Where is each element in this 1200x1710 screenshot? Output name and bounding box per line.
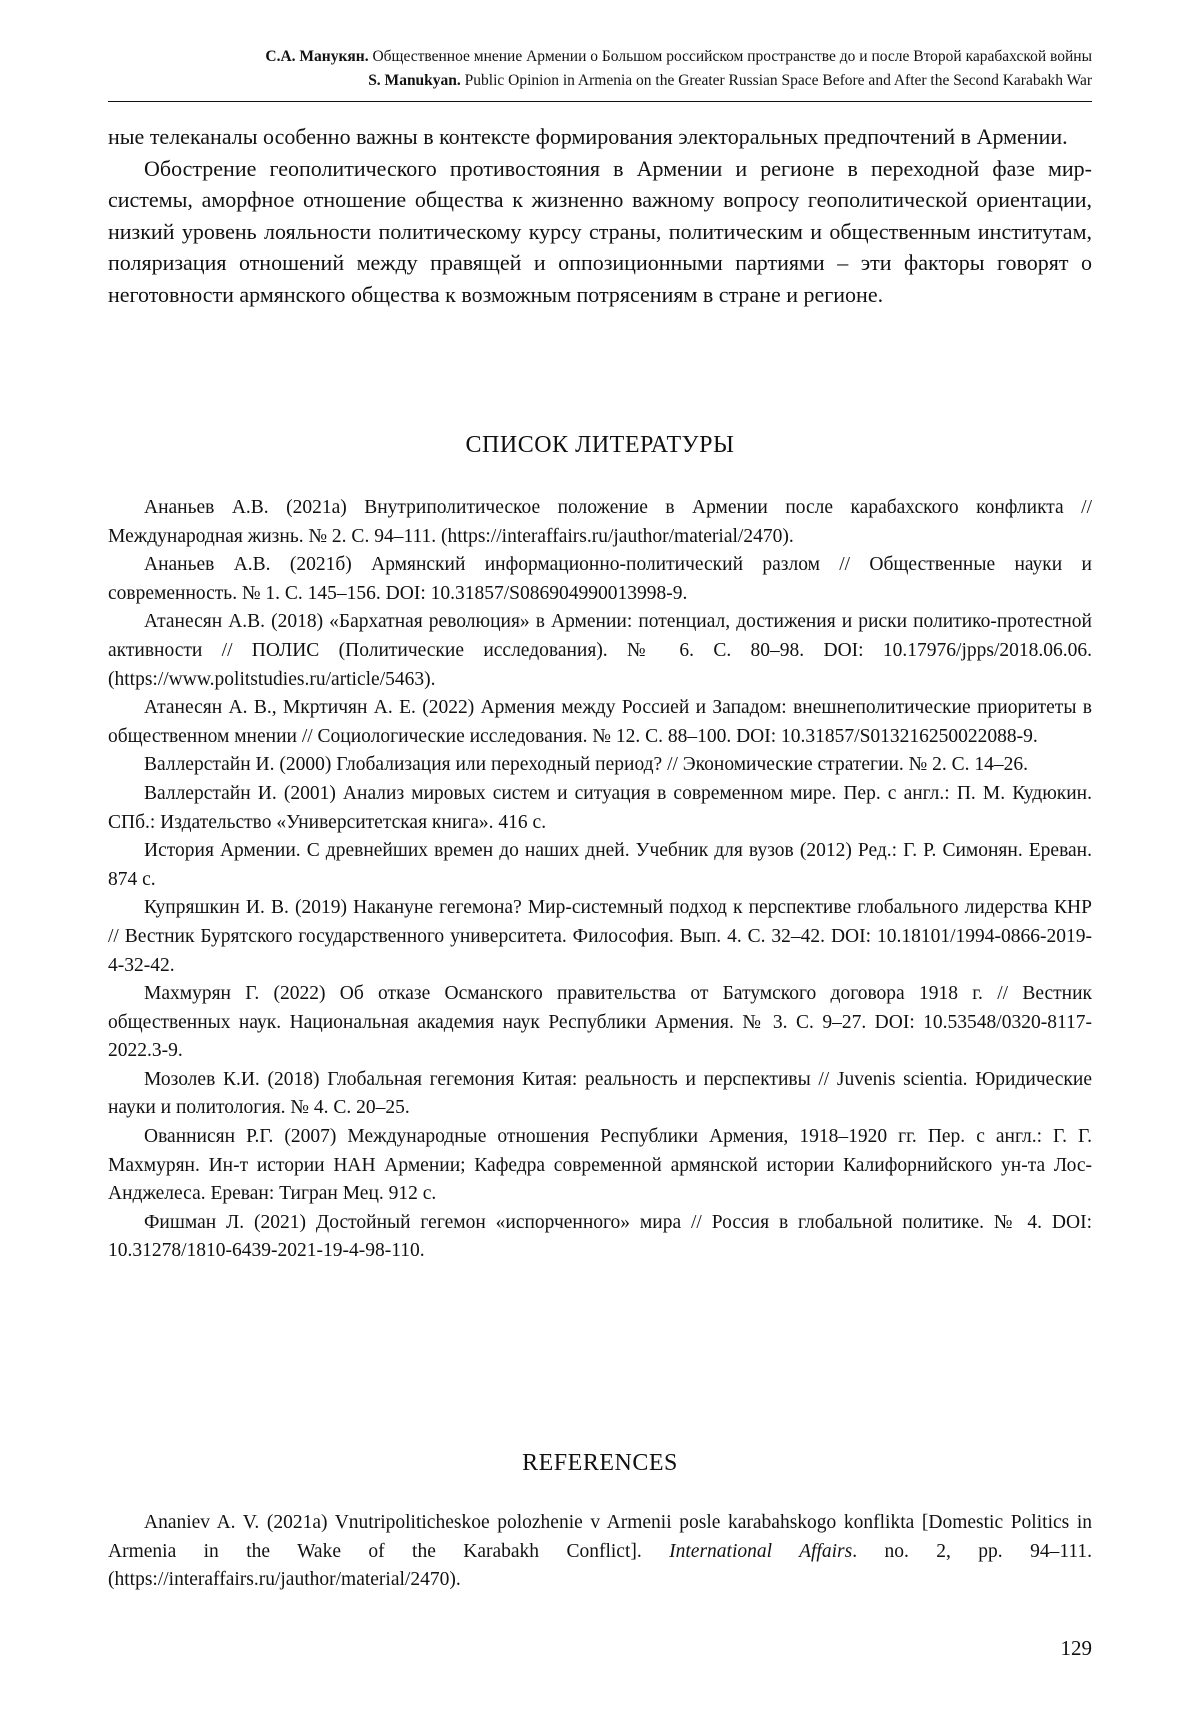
literature-entry: История Армении. С древнейших времен до наших дней. Учебник для вузов (2012) Ред.: Г. Р. Симонян. Ереван. 874 с. — [108, 840, 1092, 890]
reference-entry-text: Ananiev A. V. (2021a) Vnutripoliticheskoe polozhenie v Armenii posle karabahskogo konflikta [Domestic Politics in Armenia in the Wake of the Karabakh Conflict]. — [108, 1512, 1092, 1562]
body-text — [108, 121, 1092, 310]
literature-entry: Махмурян Г. (2022) Об отказе Османского правительства от Батумского договора 1918 г. // Вестник общественных наук. Национальная академия наук Республики Армения. № 3. С. 9–27. DOI: 10.53548/0320-8117-2022.3-9. — [108, 983, 1092, 1062]
running-head-en — [108, 69, 1092, 93]
body-paragraph-1: ные телеканалы особенно важны в контексте формирования электоральных предпочтений в Армении. — [108, 124, 1068, 149]
literature-entry: Купряшкин И. В. (2019) Накануне гегемона? Мир-системный подход к перспективе глобального лидерства КНР // Вестник Бурятского государственного университета. Философия. Вып. 4. С. 32–42. DOI: 10.18101/1994-0866-2019-4-32-42. — [108, 897, 1092, 976]
header-divider — [108, 101, 1092, 102]
literature-entry: Валлерстайн И. (2000) Глобализация или переходный период? // Экономические стратегии. № 2. С. 14–26. — [144, 754, 1029, 776]
body-paragraph-2: Обострение геополитического противостояния в Армении и регионе в переходной фазе мир-системы, аморфное отношение общества к жизненно важному вопросу геополитической ориентации, низкий уровень лояльности политическому курсу страны, политическим и общественным институтам, поляризация отношений между правящей и оппозиционными партиями – эти факторы говорят о неготовности армянского общества к возможным потрясениям в стране и регионе. — [108, 155, 1092, 307]
literature-entry: Валлерстайн И. (2001) Анализ мировых систем и ситуация в современном мире. Пер. с англ.: П. М. Кудюкин. СПб.: Издательство «Университетская книга». 416 с. — [108, 782, 1092, 833]
page — [108, 0, 1092, 1710]
literature-list — [108, 494, 1092, 1266]
references-list — [108, 1509, 1092, 1595]
reference-entry — [108, 1509, 1092, 1595]
literature-entry: Ованнисян Р.Г. (2007) Международные отношения Республики Армения, 1918–1920 гг. Пер. с англ.: Г. Г. Махмурян. Ин-т истории НАН Армении; Кафедра современной армянской истории Калифорнийского ун-та Лос-Анджелеса. Ереван: Тигран Мец. 912 с. — [108, 1126, 1092, 1205]
running-head-ru-title: Общественное мнение Армении о Большом российском пространстве до и после Второй карабахской войны — [372, 48, 1092, 65]
reference-entry-details: . no. 2, pp. 94–111. (https://interaffairs.ru/jauthor/material/2470). — [108, 1540, 1092, 1591]
literature-entry: Ананьев А.В. (2021а) Внутриполитическое положение в Армении после карабахского конфликта // Международная жизнь. № 2. С. 94–111. (https://interaffairs.ru/jauthor/material/2470). — [108, 497, 1092, 547]
literature-entry: Фишман Л. (2021) Достойный гегемон «испорченного» мира // Россия в глобальной политике. № 4. DOI: 10.31278/1810-6439-2021-19-4-98-110. — [108, 1211, 1092, 1262]
literature-entry: Атанесян А. В., Мкртичян А. Е. (2022) Армения между Россией и Западом: внешнеполитические приоритеты в общественном мнении // Социологические исследования. № 12. С. 88–100. DOI: 10.31857/S013216250022088-9. — [108, 697, 1092, 747]
page-number: 129 — [1060, 1636, 1092, 1660]
running-head — [108, 45, 1092, 93]
running-head-en-title: Public Opinion in Armenia on the Greater Russian Space Before and After the Second Karabakh War — [464, 72, 1092, 89]
running-head-en-author: S. Manukyan. — [368, 72, 461, 89]
running-head-ru-author: С.А. Манукян. — [265, 48, 369, 65]
literature-heading: СПИСОК ЛИТЕРАТУРЫ — [465, 432, 735, 458]
references-heading: REFERENCES — [522, 1450, 678, 1476]
literature-entry: Мозолев К.И. (2018) Глобальная гегемония Китая: реальность и перспективы // Juvenis scientia. Юридические науки и политология. № 4. С. 20–25. — [108, 1068, 1092, 1119]
reference-journal: International Affairs — [669, 1540, 853, 1562]
running-head-ru — [108, 45, 1092, 69]
literature-entry: Ананьев А.В. (2021б) Армянский информационно-политический разлом // Общественные науки и современность. № 1. С. 145–156. DOI: 10.31857/S086904990013998-9. — [108, 554, 1092, 604]
literature-entry: Атанесян А.В. (2018) «Бархатная революция» в Армении: потенциал, достижения и риски политико-протестной активности // ПОЛИС (Политические исследования). № 6. С. 80–98. DOI: 10.17976/jpps/2018.06.06. (https://www.politstudies.ru/article/5463). — [108, 611, 1092, 690]
